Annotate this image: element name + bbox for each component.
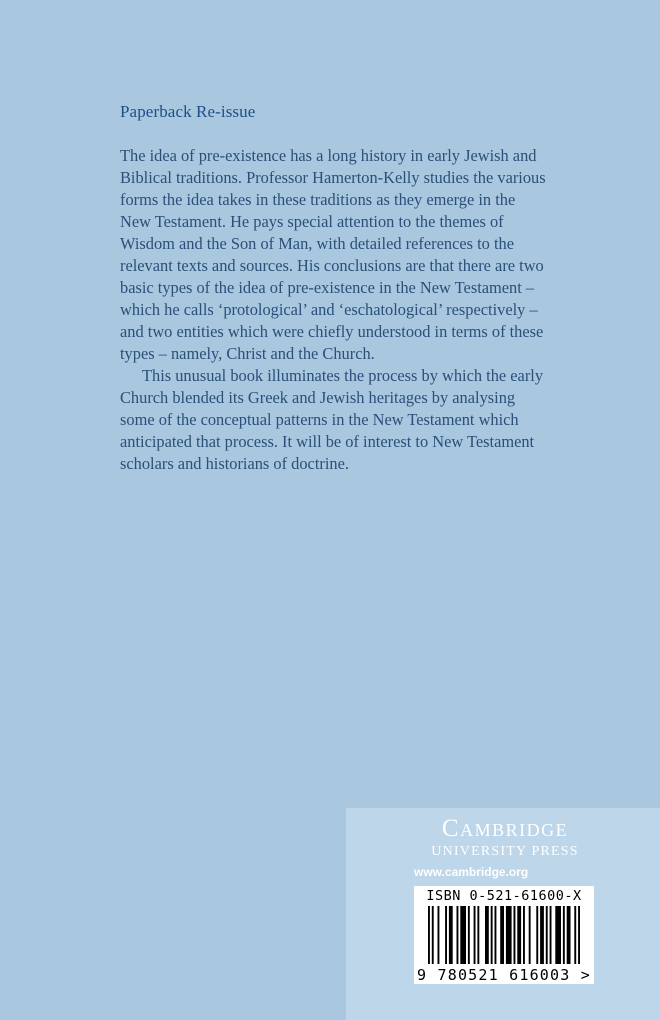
- isbn-number: ISBN 0-521-61600-X: [426, 888, 582, 904]
- publisher-subtitle: UNIVERSITY PRESS: [431, 844, 579, 859]
- blurb-paragraph-2: This unusual book illuminates the process by which the early Church blended its Greek and Jewish heritages by analysing some of the conceptual patterns in the New Testament which anticipated that process. It will be of interest to New Testament scholars and historians of doctrine.: [120, 366, 544, 473]
- blurb-paragraph-1: The idea of pre-existence has a long history in early Jewish and Biblical traditions. Professor Hamerton-Kelly studies the various forms the idea takes in these traditions as they emerge in the New Testament. He pays special attention to the themes of Wisdom and the Son of Man, with detailed references to the relevant texts and sources. His conclusions are that there are two basic types of the idea of pre-existence in the New Testament – which he calls ‘protological’ and ‘eschatological’ respectively – and two entities which were chiefly understood in terms of these types – namely, Christ and the Church.: [120, 146, 546, 363]
- back-cover-blurb: [120, 145, 550, 475]
- publisher-url: www.cambridge.org: [414, 865, 529, 879]
- reissue-heading: Paperback Re-issue: [120, 102, 256, 121]
- publisher-name: Cambridge: [441, 815, 569, 842]
- barcode-box: [414, 886, 594, 984]
- ean-digits: 9 780521 616003 >: [417, 966, 591, 984]
